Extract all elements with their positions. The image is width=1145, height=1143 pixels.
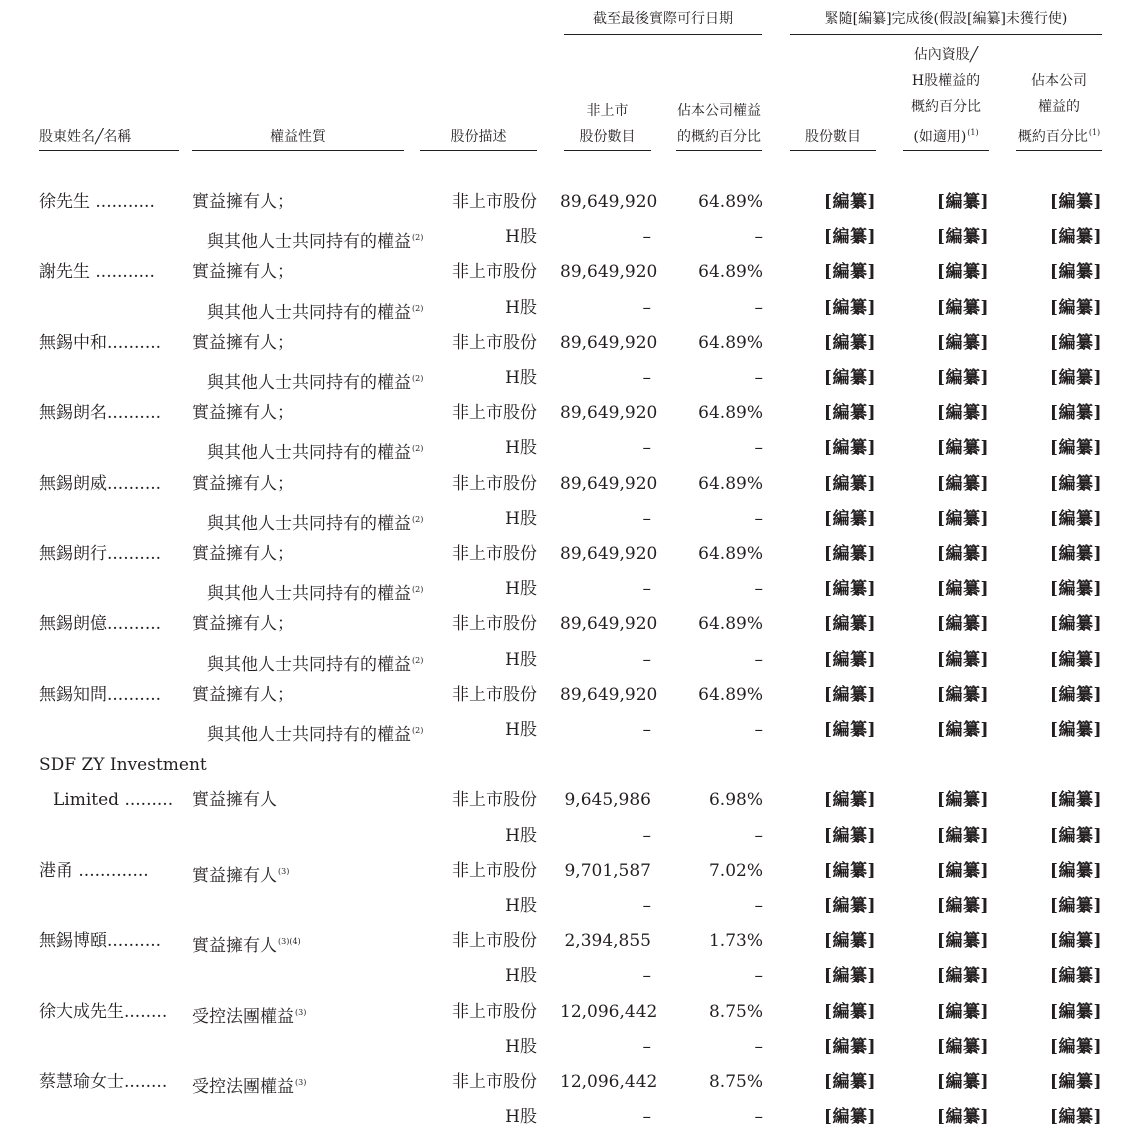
- percentage-before: –: [754, 438, 763, 459]
- interest-nature: [207, 431, 424, 466]
- table-row: [0, 431, 1145, 466]
- footnote-ref: (1): [1088, 128, 1101, 137]
- redacted-total-pct-after: [編纂]: [1049, 297, 1102, 318]
- shareholder-name: 無錫中和..........: [39, 332, 162, 353]
- interest-nature: [192, 678, 412, 713]
- percentage-before: –: [754, 825, 763, 846]
- shares-before: –: [642, 579, 651, 600]
- table-row: [0, 748, 1145, 783]
- table-row: [0, 255, 1145, 290]
- interest-nature: [207, 713, 424, 748]
- percentage-before: 64.89%: [698, 192, 763, 212]
- redacted-total-pct-after: [編纂]: [1049, 368, 1102, 388]
- shares-before: 12,096,442: [560, 1001, 658, 1022]
- shareholder-name: 港甬 .............: [39, 860, 149, 881]
- shares-before: –: [642, 649, 651, 670]
- percentage-before: 6.98%: [708, 790, 763, 811]
- interest-nature: [207, 220, 424, 255]
- group-rule-before: [564, 34, 762, 35]
- shares-before: –: [642, 896, 651, 916]
- share-description: 非上市股份: [452, 860, 537, 881]
- percentage-before: –: [754, 720, 763, 740]
- interest-nature-text: 與其他人士共同持有的權益: [207, 725, 411, 745]
- table-row: [0, 467, 1145, 502]
- footnote-ref: (3): [295, 1078, 307, 1087]
- group-header-after: 緊隨[編纂]完成後(假設[編纂]未獲行使): [824, 11, 1068, 27]
- redacted-class-pct-after: [編纂]: [936, 1072, 989, 1092]
- redacted-total-pct-after: [編纂]: [1049, 473, 1102, 494]
- redacted-total-pct-after: [編纂]: [1049, 544, 1102, 564]
- share-description: 非上市股份: [452, 403, 537, 424]
- interest-nature-text: 與其他人士共同持有的權益: [207, 443, 411, 464]
- shareholder-name: 無錫博頤..........: [39, 931, 162, 952]
- table-row: [0, 678, 1145, 713]
- column-header-shares-after: [790, 124, 876, 150]
- redacted-total-pct-after: [編纂]: [1049, 896, 1102, 916]
- redacted-shares-after: [編纂]: [823, 332, 876, 353]
- column-header-description-text: 股份描述: [450, 129, 507, 145]
- shares-before: –: [642, 297, 651, 318]
- share-description: H股: [505, 649, 537, 670]
- interest-nature: [192, 924, 412, 959]
- redacted-total-pct-after: [編纂]: [1049, 1001, 1102, 1022]
- column-header-total-pct-after: [1016, 68, 1102, 150]
- redacted-shares-after: [編纂]: [823, 614, 876, 635]
- footnote-ref: (2): [412, 374, 424, 383]
- shareholder-name: SDF ZY Investment: [39, 755, 207, 776]
- column-header-class-pct-after: [903, 42, 989, 150]
- redacted-shares-after: [編纂]: [823, 966, 876, 987]
- share-description: H股: [505, 720, 537, 740]
- table-row: [0, 291, 1145, 326]
- share-description: H股: [505, 825, 537, 846]
- column-header-pct-before-l2: 的概約百分比: [677, 129, 761, 145]
- percentage-before: –: [754, 579, 763, 600]
- interest-nature: [192, 1065, 412, 1100]
- table-row: [0, 502, 1145, 537]
- share-description: 非上市股份: [452, 684, 537, 705]
- column-header-total-pct-l3: [1018, 120, 1100, 150]
- column-header-shares-before-l1: 非上市: [586, 103, 629, 119]
- share-description: H股: [505, 579, 537, 600]
- shares-before: 89,649,920: [560, 684, 658, 705]
- shareholder-name: 謝先生 ...........: [39, 262, 155, 283]
- percentage-before: 64.89%: [698, 544, 763, 564]
- share-description: 非上市股份: [452, 1001, 537, 1022]
- shares-before: –: [642, 368, 651, 388]
- share-description: 非上市股份: [452, 1072, 537, 1092]
- interest-nature: [192, 396, 412, 431]
- redacted-total-pct-after: [編纂]: [1049, 332, 1102, 353]
- percentage-before: 8.75%: [708, 1001, 763, 1022]
- column-header-shares-before-l2: 股份數目: [579, 129, 636, 145]
- interest-nature-text: 與其他人士共同持有的權益: [207, 373, 411, 393]
- shareholder-name: 蔡慧瑜女士........: [39, 1072, 168, 1092]
- share-description: H股: [505, 227, 537, 248]
- percentage-before: 8.75%: [708, 1072, 763, 1092]
- footnote-ref: (2): [412, 233, 424, 243]
- percentage-before: –: [754, 896, 763, 916]
- shares-before: 12,096,442: [560, 1072, 658, 1092]
- footnote-ref: (1): [967, 128, 979, 137]
- share-description: H股: [505, 1107, 537, 1128]
- percentage-before: –: [754, 649, 763, 670]
- interest-nature-text: 與其他人士共同持有的權益: [207, 654, 411, 675]
- interest-nature-text: 實益擁有人: [192, 865, 277, 886]
- redacted-total-pct-after: [編纂]: [1049, 614, 1102, 635]
- redacted-total-pct-after: [編纂]: [1049, 720, 1102, 740]
- footnote-ref: (2): [412, 585, 424, 595]
- redacted-total-pct-after: [編纂]: [1049, 790, 1102, 811]
- column-header-description: [420, 124, 537, 150]
- footnote-ref: (3): [278, 866, 290, 876]
- shares-before: –: [642, 1036, 651, 1057]
- redacted-total-pct-after: [編纂]: [1049, 1072, 1102, 1092]
- percentage-before: –: [754, 1107, 763, 1128]
- shareholder-name: 無錫朗名..........: [39, 403, 162, 424]
- interest-nature: [207, 502, 424, 537]
- percentage-before: –: [754, 368, 763, 388]
- interest-nature: [207, 572, 424, 607]
- redacted-shares-after: [編纂]: [823, 720, 876, 740]
- redacted-total-pct-after: [編纂]: [1049, 262, 1102, 283]
- shares-before: –: [642, 1107, 651, 1128]
- redacted-total-pct-after: [編纂]: [1049, 192, 1102, 212]
- footnote-ref: (3): [295, 1007, 307, 1017]
- table-row: [0, 361, 1145, 396]
- redacted-shares-after: [編纂]: [823, 931, 876, 952]
- redacted-shares-after: [編纂]: [823, 262, 876, 283]
- table-row: [0, 607, 1145, 642]
- percentage-before: 64.89%: [698, 332, 763, 353]
- shares-before: 89,649,920: [560, 614, 658, 635]
- column-header-total-pct-l1: 佔本公司: [1031, 73, 1087, 89]
- group-header-before: 截至最後實際可行日期: [593, 11, 733, 27]
- shareholder-name: 無錫朗行..........: [39, 544, 162, 564]
- shares-before: 89,649,920: [560, 403, 658, 424]
- interest-nature-text: 實益擁有人；: [192, 332, 294, 353]
- column-rule-class-pct-after: [903, 150, 989, 151]
- shares-before: 89,649,920: [560, 473, 658, 494]
- table-row: [0, 185, 1145, 220]
- footnote-ref: (2): [412, 444, 424, 454]
- footnote-ref: (2): [412, 303, 424, 313]
- table-row: [0, 854, 1145, 889]
- percentage-before: 64.89%: [698, 403, 763, 424]
- share-description: H股: [505, 297, 537, 318]
- redacted-total-pct-after: [編纂]: [1049, 966, 1102, 987]
- redacted-class-pct-after: [編纂]: [936, 579, 989, 600]
- interest-nature-text: 實益擁有人；: [192, 262, 294, 283]
- interest-nature: [192, 783, 412, 818]
- share-description: 非上市股份: [452, 544, 537, 564]
- redacted-total-pct-after: [編纂]: [1049, 825, 1102, 846]
- table-row: [0, 537, 1145, 572]
- column-header-total-pct-l2: 權益的: [1038, 99, 1080, 115]
- redacted-total-pct-after: [編纂]: [1049, 931, 1102, 952]
- percentage-before: –: [754, 966, 763, 987]
- interest-nature-text: 實益擁有人: [192, 790, 277, 811]
- redacted-class-pct-after: [編纂]: [936, 860, 989, 881]
- interest-nature: [207, 643, 424, 678]
- table-row: [0, 819, 1145, 854]
- interest-nature-text: 受控法團權益: [192, 1077, 294, 1097]
- interest-nature: [192, 607, 412, 642]
- column-header-shares-after-text: 股份數目: [805, 129, 861, 145]
- table-row: [0, 924, 1145, 959]
- share-description: H股: [505, 1036, 537, 1057]
- redacted-class-pct-after: [編纂]: [936, 262, 989, 283]
- redacted-shares-after: [編纂]: [823, 860, 876, 881]
- column-rule-total-pct-after: [1016, 150, 1102, 151]
- table-row: [0, 572, 1145, 607]
- column-header-class-pct-l4-text: (如適用): [913, 129, 967, 145]
- redacted-total-pct-after: [編纂]: [1049, 227, 1102, 248]
- redacted-shares-after: [編纂]: [823, 368, 876, 388]
- footnote-ref: (3)(4): [278, 937, 301, 947]
- redacted-shares-after: [編纂]: [823, 825, 876, 846]
- share-description: H股: [505, 438, 537, 459]
- interest-nature: [192, 326, 412, 361]
- redacted-class-pct-after: [編纂]: [936, 544, 989, 564]
- redacted-shares-after: [編纂]: [823, 297, 876, 318]
- table-row: [0, 643, 1145, 678]
- column-rule-nature: [192, 150, 404, 151]
- interest-nature-text: 實益擁有人；: [192, 473, 294, 494]
- shares-before: 2,394,855: [564, 931, 651, 952]
- column-rule-pct-before: [676, 150, 762, 151]
- redacted-total-pct-after: [編纂]: [1049, 1107, 1102, 1128]
- shareholder-name: 無錫知問..........: [39, 684, 162, 705]
- redacted-shares-after: [編纂]: [823, 192, 876, 212]
- shares-before: 89,649,920: [560, 332, 658, 353]
- redacted-total-pct-after: [編纂]: [1049, 403, 1102, 424]
- redacted-total-pct-after: [編纂]: [1049, 579, 1102, 600]
- redacted-class-pct-after: [編纂]: [936, 720, 989, 740]
- share-description: H股: [505, 896, 537, 916]
- shares-before: 89,649,920: [560, 544, 658, 564]
- interest-nature: [207, 361, 424, 396]
- redacted-shares-after: [編纂]: [823, 790, 876, 811]
- column-header-shares-before: [564, 98, 651, 150]
- table-row: [0, 1065, 1145, 1100]
- redacted-shares-after: [編纂]: [823, 684, 876, 705]
- interest-nature-text: 實益擁有人；: [192, 192, 294, 212]
- share-description: 非上市股份: [452, 473, 537, 494]
- table-row: [0, 713, 1145, 748]
- redacted-class-pct-after: [編纂]: [936, 1036, 989, 1057]
- percentage-before: 64.89%: [698, 614, 763, 635]
- redacted-class-pct-after: [編纂]: [936, 508, 989, 529]
- interest-nature: [192, 537, 412, 572]
- redacted-shares-after: [編纂]: [823, 1001, 876, 1022]
- redacted-class-pct-after: [編纂]: [936, 192, 989, 212]
- column-rule-description: [420, 150, 537, 151]
- redacted-class-pct-after: [編纂]: [936, 649, 989, 670]
- percentage-before: –: [754, 297, 763, 318]
- share-description: 非上市股份: [452, 192, 537, 212]
- interest-nature-text: 實益擁有人；: [192, 403, 294, 424]
- shareholder-name: 徐大成先生........: [39, 1001, 168, 1022]
- column-rule-shares-before: [564, 150, 651, 151]
- interest-nature: [207, 291, 424, 326]
- redacted-shares-after: [編纂]: [823, 508, 876, 529]
- column-header-total-pct-l3-text: 概約百分比: [1017, 129, 1088, 145]
- percentage-before: 64.89%: [698, 262, 763, 283]
- redacted-class-pct-after: [編纂]: [936, 684, 989, 705]
- column-header-nature-text: 權益性質: [270, 129, 326, 145]
- shares-before: 89,649,920: [560, 262, 658, 283]
- column-rule-shares-after: [790, 150, 876, 151]
- interest-nature-text: 與其他人士共同持有的權益: [207, 584, 411, 605]
- redacted-total-pct-after: [編纂]: [1049, 508, 1102, 529]
- redacted-class-pct-after: [編纂]: [936, 825, 989, 846]
- column-rule-name: [39, 150, 179, 151]
- redacted-shares-after: [編纂]: [823, 1107, 876, 1128]
- shares-before: –: [642, 438, 651, 459]
- shares-before: 9,645,986: [564, 790, 651, 811]
- column-header-class-pct-l3: 概約百分比: [911, 99, 981, 115]
- shares-before: –: [642, 966, 651, 987]
- percentage-before: 64.89%: [698, 684, 763, 705]
- percentage-before: 7.02%: [708, 860, 763, 881]
- shares-before: –: [642, 227, 651, 248]
- share-description: 非上市股份: [452, 790, 537, 811]
- percentage-before: –: [754, 1036, 763, 1057]
- redacted-class-pct-after: [編纂]: [936, 473, 989, 494]
- redacted-class-pct-after: [編纂]: [936, 297, 989, 318]
- interest-nature: [192, 467, 412, 502]
- column-header-pct-before-l1: 佔本公司權益: [677, 103, 761, 119]
- shares-before: 89,649,920: [560, 192, 658, 212]
- table-row: [0, 326, 1145, 361]
- table-row: [0, 1030, 1145, 1065]
- redacted-shares-after: [編纂]: [823, 649, 876, 670]
- redacted-shares-after: [編纂]: [823, 896, 876, 916]
- footnote-ref: (2): [412, 726, 424, 735]
- shareholder-name: 無錫朗威..........: [39, 473, 162, 494]
- redacted-class-pct-after: [編纂]: [936, 368, 989, 388]
- shareholder-name: 無錫朗億..........: [39, 614, 162, 635]
- redacted-shares-after: [編纂]: [823, 544, 876, 564]
- interest-nature-text: 實益擁有人: [192, 936, 277, 957]
- column-header-class-pct-l1: 佔內資股╱: [913, 47, 979, 63]
- percentage-before: 1.73%: [708, 931, 763, 952]
- interest-nature: [192, 854, 412, 889]
- table-row: [0, 1100, 1145, 1135]
- redacted-class-pct-after: [編纂]: [936, 332, 989, 353]
- interest-nature: [192, 255, 412, 290]
- redacted-shares-after: [編纂]: [823, 403, 876, 424]
- share-description: H股: [505, 966, 537, 987]
- interest-nature-text: 與其他人士共同持有的權益: [207, 232, 411, 253]
- interest-nature-text: 與其他人士共同持有的權益: [207, 513, 411, 534]
- redacted-class-pct-after: [編纂]: [936, 1107, 989, 1128]
- table-row: [0, 959, 1145, 994]
- shares-before: –: [642, 825, 651, 846]
- shares-before: 9,701,587: [564, 860, 651, 881]
- redacted-shares-after: [編纂]: [823, 227, 876, 248]
- shareholder-name: Limited .........: [53, 790, 174, 811]
- redacted-total-pct-after: [編纂]: [1049, 649, 1102, 670]
- redacted-class-pct-after: [編纂]: [936, 403, 989, 424]
- redacted-class-pct-after: [編纂]: [936, 227, 989, 248]
- redacted-class-pct-after: [編纂]: [936, 790, 989, 811]
- share-description: H股: [505, 508, 537, 529]
- shares-before: –: [642, 508, 651, 529]
- column-header-pct-before: [676, 98, 762, 150]
- redacted-shares-after: [編纂]: [823, 473, 876, 494]
- redacted-class-pct-after: [編纂]: [936, 896, 989, 916]
- redacted-class-pct-after: [編纂]: [936, 966, 989, 987]
- share-description: 非上市股份: [452, 332, 537, 353]
- interest-nature: [192, 995, 412, 1030]
- interest-nature-text: 實益擁有人；: [192, 684, 294, 705]
- footnote-ref: (2): [412, 514, 424, 524]
- percentage-before: –: [754, 227, 763, 248]
- redacted-total-pct-after: [編纂]: [1049, 684, 1102, 705]
- redacted-total-pct-after: [編纂]: [1049, 438, 1102, 459]
- interest-nature-text: 實益擁有人；: [192, 614, 294, 635]
- table-row: [0, 889, 1145, 924]
- interest-nature-text: 受控法團權益: [192, 1006, 294, 1027]
- redacted-class-pct-after: [編纂]: [936, 438, 989, 459]
- redacted-shares-after: [編纂]: [823, 438, 876, 459]
- share-description: H股: [505, 368, 537, 388]
- share-description: 非上市股份: [452, 262, 537, 283]
- redacted-class-pct-after: [編纂]: [936, 1001, 989, 1022]
- table-row: [0, 396, 1145, 431]
- redacted-total-pct-after: [編纂]: [1049, 860, 1102, 881]
- shares-before: –: [642, 720, 651, 740]
- group-rule-after: [790, 34, 1102, 35]
- percentage-before: 64.89%: [698, 473, 763, 494]
- interest-nature-text: 實益擁有人；: [192, 544, 294, 564]
- redacted-total-pct-after: [編纂]: [1049, 1036, 1102, 1057]
- interest-nature: [192, 185, 412, 220]
- redacted-class-pct-after: [編纂]: [936, 614, 989, 635]
- redacted-shares-after: [編纂]: [823, 1036, 876, 1057]
- interest-nature-text: 與其他人士共同持有的權益: [207, 302, 411, 323]
- column-header-nature: [192, 124, 404, 150]
- shareholder-name: 徐先生 ...........: [39, 192, 155, 212]
- table-row: [0, 220, 1145, 255]
- column-header-name: [39, 124, 181, 150]
- column-header-class-pct-l4: [913, 120, 978, 150]
- share-description: 非上市股份: [452, 931, 537, 952]
- redacted-shares-after: [編纂]: [823, 1072, 876, 1092]
- footnote-ref: (2): [412, 655, 424, 665]
- table-row: [0, 783, 1145, 818]
- column-header-name-text: 股東姓名╱名稱: [39, 129, 132, 145]
- share-description: 非上市股份: [452, 614, 537, 635]
- table-row: [0, 995, 1145, 1030]
- redacted-class-pct-after: [編纂]: [936, 931, 989, 952]
- column-header-class-pct-l2: H股權益的: [911, 73, 981, 89]
- redacted-shares-after: [編纂]: [823, 579, 876, 600]
- percentage-before: –: [754, 508, 763, 529]
